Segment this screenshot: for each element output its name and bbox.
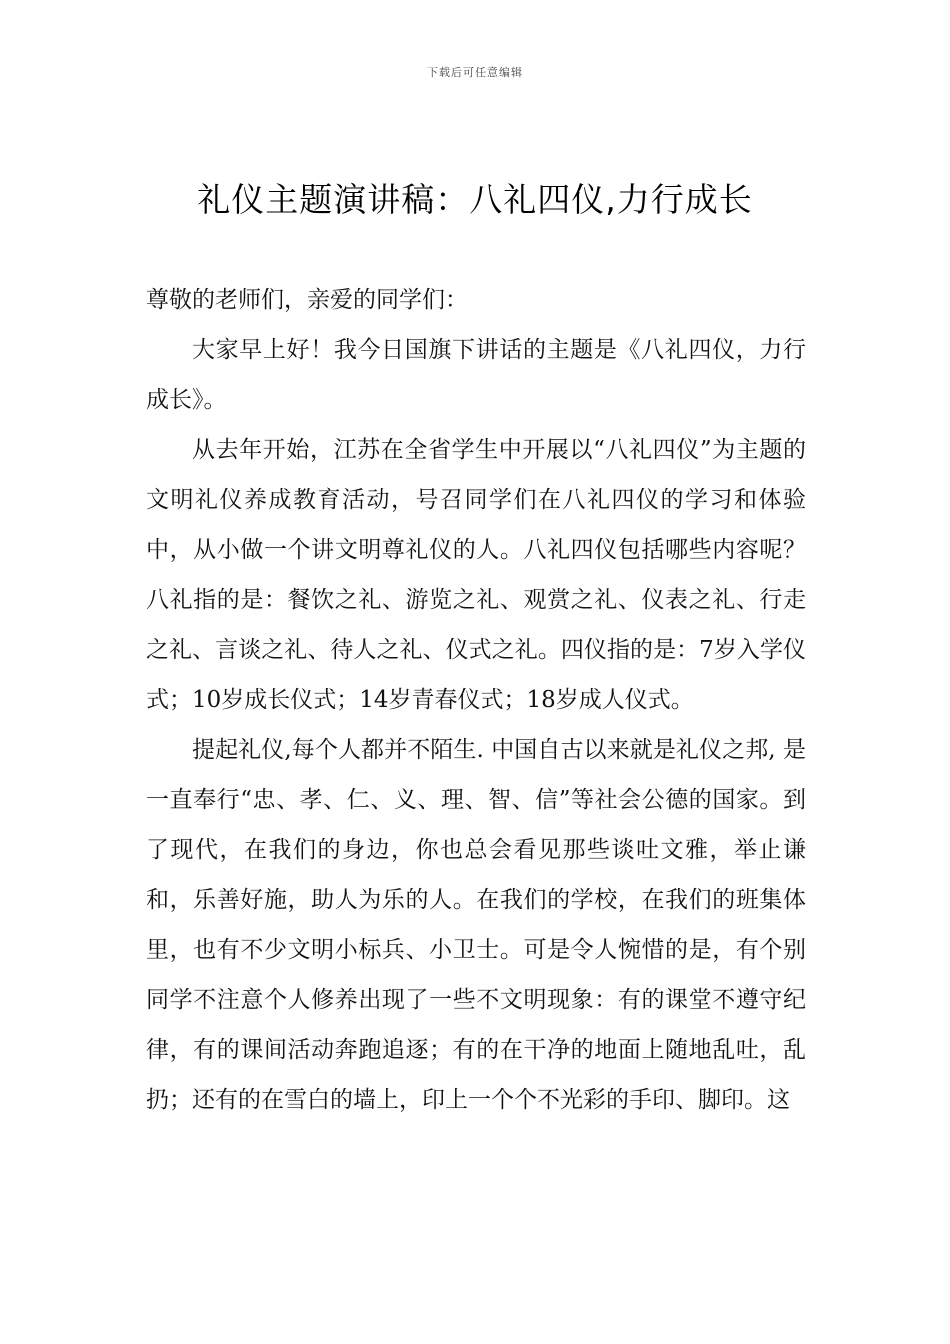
paragraph-3: 提起礼仪,每个人都并不陌生. 中国自古以来就是礼仪之邦, 是一直奉行“忠、孝、仁、义、理、智、信”等社会公德的国家。到了现代，在我们的身边，你也总会看见那些谈吐文雅，举止谦和，乐善好施，助人为乐的人。在我们的学校，在我们的班集体里，也有不少文明小标兵、小卫士。可是令人惋惜的是，有个别同学不注意个人修养出现了一些不文明现象：有的课堂不遵守纪律，有的课间活动奔跑追逐；有的在干净的地面上随地乱吐，乱扔；还有的在雪白的墙上，印上一个个不光彩的手印、脚印。这: [146, 737, 806, 1113]
document-title: 礼仪主题演讲稿：八礼四仪,力行成长: [197, 180, 753, 219]
paragraph-1: 大家早上好！我今日国旗下讲话的主题是《八礼四仪，力行成长》。: [146, 337, 806, 413]
salutation: 尊敬的老师们，亲爱的同学们：: [146, 287, 468, 313]
header-note: 下载后可任意编辑: [427, 66, 523, 79]
paragraph-2: 从去年开始，江苏在全省学生中开展以“八礼四仪”为主题的文明礼仪养成教育活动，号召同学们在八礼四仪的学习和体验中，从小做一个讲文明尊礼仪的人。八礼四仪包括哪些内容呢？八礼指的是：餐饮之礼、游览之礼、观赏之礼、仪表之礼、行走之礼、言谈之礼、待人之礼、仪式之礼。四仪指的是：7岁入学仪式；10岁成长仪式；14岁青春仪式；18岁成人仪式。: [146, 437, 806, 713]
document-body: [146, 275, 806, 1125]
